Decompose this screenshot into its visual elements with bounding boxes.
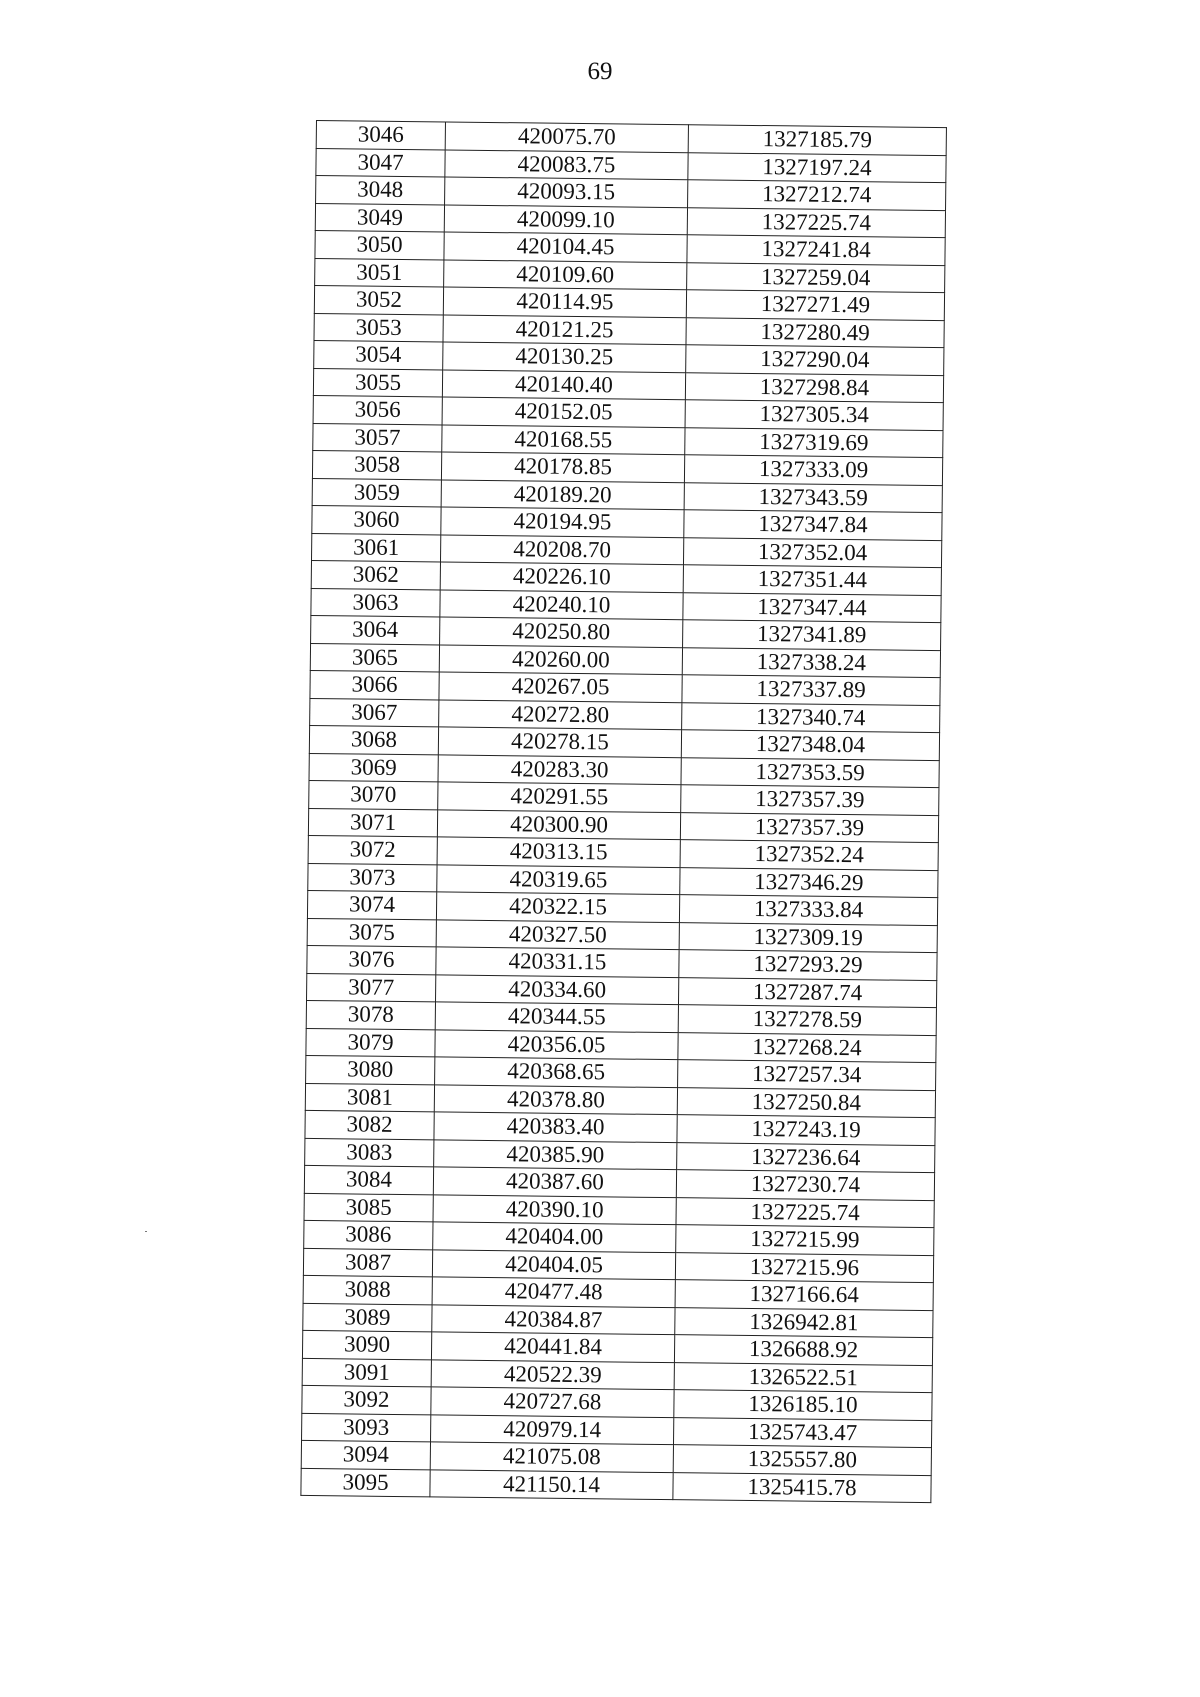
y-coordinate-cell: 1326942.81 <box>675 1307 933 1337</box>
y-coordinate-cell: 1327319.69 <box>685 427 943 457</box>
point-number-cell: 3050 <box>315 230 444 259</box>
y-coordinate-cell: 1327166.64 <box>675 1280 933 1310</box>
y-coordinate-cell: 1327280.49 <box>686 317 944 347</box>
x-coordinate-cell: 420387.60 <box>433 1167 676 1197</box>
point-number-cell: 3072 <box>308 835 437 864</box>
point-number-cell: 3066 <box>310 670 439 699</box>
y-coordinate-cell: 1325415.78 <box>673 1472 931 1502</box>
point-number-cell: 3059 <box>312 478 441 507</box>
y-coordinate-cell: 1325557.80 <box>673 1445 931 1475</box>
x-coordinate-cell: 420109.60 <box>444 259 687 289</box>
point-number-cell: 3078 <box>306 1000 435 1029</box>
x-coordinate-cell: 420168.55 <box>442 424 685 454</box>
y-coordinate-cell: 1327343.59 <box>684 482 942 512</box>
x-coordinate-cell: 420075.70 <box>445 122 688 152</box>
x-coordinate-cell: 420291.55 <box>438 782 681 812</box>
y-coordinate-cell: 1327257.34 <box>678 1060 936 1090</box>
point-number-cell: 3054 <box>314 340 443 369</box>
point-number-cell: 3063 <box>311 588 440 617</box>
x-coordinate-cell: 420140.40 <box>442 369 685 399</box>
x-coordinate-cell: 420384.87 <box>432 1304 675 1334</box>
point-number-cell: 3093 <box>302 1413 431 1442</box>
x-coordinate-cell: 420300.90 <box>437 809 680 839</box>
x-coordinate-cell: 420356.05 <box>435 1029 678 1059</box>
point-number-cell: 3056 <box>313 395 442 424</box>
x-coordinate-cell: 420194.95 <box>441 507 684 537</box>
point-number-cell: 3076 <box>307 945 436 974</box>
y-coordinate-cell: 1327340.74 <box>682 702 940 732</box>
y-coordinate-cell: 1327351.44 <box>683 565 941 595</box>
point-number-cell: 3064 <box>311 615 440 644</box>
point-number-cell: 3088 <box>303 1275 432 1304</box>
point-number-cell: 3058 <box>312 450 441 479</box>
x-coordinate-cell: 420272.80 <box>439 699 682 729</box>
y-coordinate-cell: 1327309.19 <box>679 922 937 952</box>
y-coordinate-cell: 1327348.04 <box>681 730 939 760</box>
x-coordinate-cell: 421075.08 <box>430 1442 673 1472</box>
y-coordinate-cell: 1327352.04 <box>683 537 941 567</box>
x-coordinate-cell: 420189.20 <box>441 479 684 509</box>
coordinates-table-body <box>301 121 947 1503</box>
x-coordinate-cell: 420441.84 <box>431 1332 674 1362</box>
point-number-cell: 3067 <box>310 698 439 727</box>
y-coordinate-cell: 1327268.24 <box>678 1032 936 1062</box>
x-coordinate-cell: 420385.90 <box>434 1139 677 1169</box>
x-coordinate-cell: 420313.15 <box>437 837 680 867</box>
y-coordinate-cell: 1327230.74 <box>676 1170 934 1200</box>
point-number-cell: 3065 <box>310 643 439 672</box>
x-coordinate-cell: 420083.75 <box>445 149 688 179</box>
y-coordinate-cell: 1327333.09 <box>684 455 942 485</box>
point-number-cell: 3094 <box>301 1440 430 1469</box>
point-number-cell: 3048 <box>316 176 445 205</box>
point-number-cell: 3061 <box>312 533 441 562</box>
point-number-cell: 3087 <box>303 1248 432 1277</box>
x-coordinate-cell: 420240.10 <box>440 589 683 619</box>
y-coordinate-cell: 1327215.96 <box>675 1252 933 1282</box>
y-coordinate-cell: 1327347.44 <box>683 592 941 622</box>
x-coordinate-cell: 420114.95 <box>443 287 686 317</box>
y-coordinate-cell: 1327271.49 <box>686 290 944 320</box>
coordinates-table <box>300 120 947 1503</box>
x-coordinate-cell: 420260.00 <box>439 644 682 674</box>
y-coordinate-cell: 1327293.29 <box>679 950 937 980</box>
point-number-cell: 3074 <box>307 890 436 919</box>
point-number-cell: 3085 <box>304 1193 433 1222</box>
point-number-cell: 3052 <box>314 285 443 314</box>
y-coordinate-cell: 1327243.19 <box>677 1115 935 1145</box>
x-coordinate-cell: 420283.30 <box>438 754 681 784</box>
y-coordinate-cell: 1327357.39 <box>681 785 939 815</box>
x-coordinate-cell: 420208.70 <box>440 534 683 564</box>
x-coordinate-cell: 420093.15 <box>445 177 688 207</box>
point-number-cell: 3095 <box>301 1468 430 1497</box>
y-coordinate-cell: 1327290.04 <box>686 345 944 375</box>
y-coordinate-cell: 1327346.29 <box>680 867 938 897</box>
point-number-cell: 3062 <box>311 560 440 589</box>
x-coordinate-cell: 420099.10 <box>444 204 687 234</box>
y-coordinate-cell: 1327287.74 <box>678 977 936 1007</box>
y-coordinate-cell: 1327241.84 <box>687 235 945 265</box>
point-number-cell: 3069 <box>309 753 438 782</box>
y-coordinate-cell: 1327215.99 <box>676 1225 934 1255</box>
y-coordinate-cell: 1327298.84 <box>685 372 943 402</box>
y-coordinate-cell: 1327212.74 <box>688 180 946 210</box>
x-coordinate-cell: 421150.14 <box>430 1469 673 1499</box>
x-coordinate-cell: 420404.00 <box>433 1222 676 1252</box>
y-coordinate-cell: 1326522.51 <box>674 1362 932 1392</box>
x-coordinate-cell: 420226.10 <box>440 562 683 592</box>
y-coordinate-cell: 1326688.92 <box>674 1335 932 1365</box>
point-number-cell: 3073 <box>308 863 437 892</box>
point-number-cell: 3086 <box>304 1220 433 1249</box>
page-number: 69 <box>587 58 613 85</box>
point-number-cell: 3082 <box>305 1110 434 1139</box>
y-coordinate-cell: 1327333.84 <box>679 895 937 925</box>
y-coordinate-cell: 1327185.79 <box>688 125 946 155</box>
x-coordinate-cell: 420327.50 <box>436 919 679 949</box>
x-coordinate-cell: 420250.80 <box>440 617 683 647</box>
y-coordinate-cell: 1327305.34 <box>685 400 943 430</box>
x-coordinate-cell: 420152.05 <box>442 397 685 427</box>
point-number-cell: 3079 <box>306 1028 435 1057</box>
point-number-cell: 3089 <box>303 1303 432 1332</box>
point-number-cell: 3070 <box>309 780 438 809</box>
point-number-cell: 3075 <box>307 918 436 947</box>
x-coordinate-cell: 420368.65 <box>435 1057 678 1087</box>
y-coordinate-cell: 1327225.74 <box>676 1197 934 1227</box>
x-coordinate-cell: 420334.60 <box>436 974 679 1004</box>
y-coordinate-cell: 1327259.04 <box>687 262 945 292</box>
x-coordinate-cell: 420331.15 <box>436 947 679 977</box>
x-coordinate-cell: 420383.40 <box>434 1112 677 1142</box>
y-coordinate-cell: 1327250.84 <box>677 1087 935 1117</box>
x-coordinate-cell: 420319.65 <box>437 864 680 894</box>
x-coordinate-cell: 420390.10 <box>433 1194 676 1224</box>
point-number-cell: 3051 <box>315 258 444 287</box>
point-number-cell: 3080 <box>306 1055 435 1084</box>
point-number-cell: 3055 <box>313 368 442 397</box>
point-number-cell: 3060 <box>312 505 441 534</box>
point-number-cell: 3090 <box>302 1330 431 1359</box>
y-coordinate-cell: 1327338.24 <box>682 647 940 677</box>
x-coordinate-cell: 420130.25 <box>443 342 686 372</box>
y-coordinate-cell: 1327352.24 <box>680 840 938 870</box>
x-coordinate-cell: 420104.45 <box>444 232 687 262</box>
y-coordinate-cell: 1327347.84 <box>684 510 942 540</box>
point-number-cell: 3092 <box>302 1385 431 1414</box>
x-coordinate-cell: 420404.05 <box>432 1249 675 1279</box>
point-number-cell: 3053 <box>314 313 443 342</box>
x-coordinate-cell: 420278.15 <box>438 727 681 757</box>
point-number-cell: 3084 <box>304 1165 433 1194</box>
y-coordinate-cell: 1326185.10 <box>674 1390 932 1420</box>
x-coordinate-cell: 420378.80 <box>434 1084 677 1114</box>
x-coordinate-cell: 420121.25 <box>443 314 686 344</box>
x-coordinate-cell: 420979.14 <box>431 1414 674 1444</box>
y-coordinate-cell: 1327353.59 <box>681 757 939 787</box>
x-coordinate-cell: 420267.05 <box>439 672 682 702</box>
point-number-cell: 3068 <box>309 725 438 754</box>
point-number-cell: 3047 <box>316 148 445 177</box>
x-coordinate-cell: 420522.39 <box>431 1359 674 1389</box>
point-number-cell: 3083 <box>305 1138 434 1167</box>
x-coordinate-cell: 420322.15 <box>436 892 679 922</box>
y-coordinate-cell: 1327341.89 <box>683 620 941 650</box>
y-coordinate-cell: 1327278.59 <box>678 1005 936 1035</box>
y-coordinate-cell: 1327225.74 <box>687 207 945 237</box>
y-coordinate-cell: 1325743.47 <box>673 1417 931 1447</box>
point-number-cell: 3057 <box>313 423 442 452</box>
point-number-cell: 3071 <box>308 808 437 837</box>
point-number-cell: 3077 <box>307 973 436 1002</box>
point-number-cell: 3049 <box>315 203 444 232</box>
y-coordinate-cell: 1327357.39 <box>680 812 938 842</box>
y-coordinate-cell: 1327197.24 <box>688 152 946 182</box>
scan-speck <box>145 1231 147 1232</box>
y-coordinate-cell: 1327337.89 <box>682 675 940 705</box>
point-number-cell: 3046 <box>316 121 445 150</box>
point-number-cell: 3081 <box>305 1083 434 1112</box>
x-coordinate-cell: 420727.68 <box>431 1387 674 1417</box>
x-coordinate-cell: 420477.48 <box>432 1277 675 1307</box>
point-number-cell: 3091 <box>302 1358 431 1387</box>
x-coordinate-cell: 420178.85 <box>441 452 684 482</box>
x-coordinate-cell: 420344.55 <box>435 1002 678 1032</box>
y-coordinate-cell: 1327236.64 <box>677 1142 935 1172</box>
